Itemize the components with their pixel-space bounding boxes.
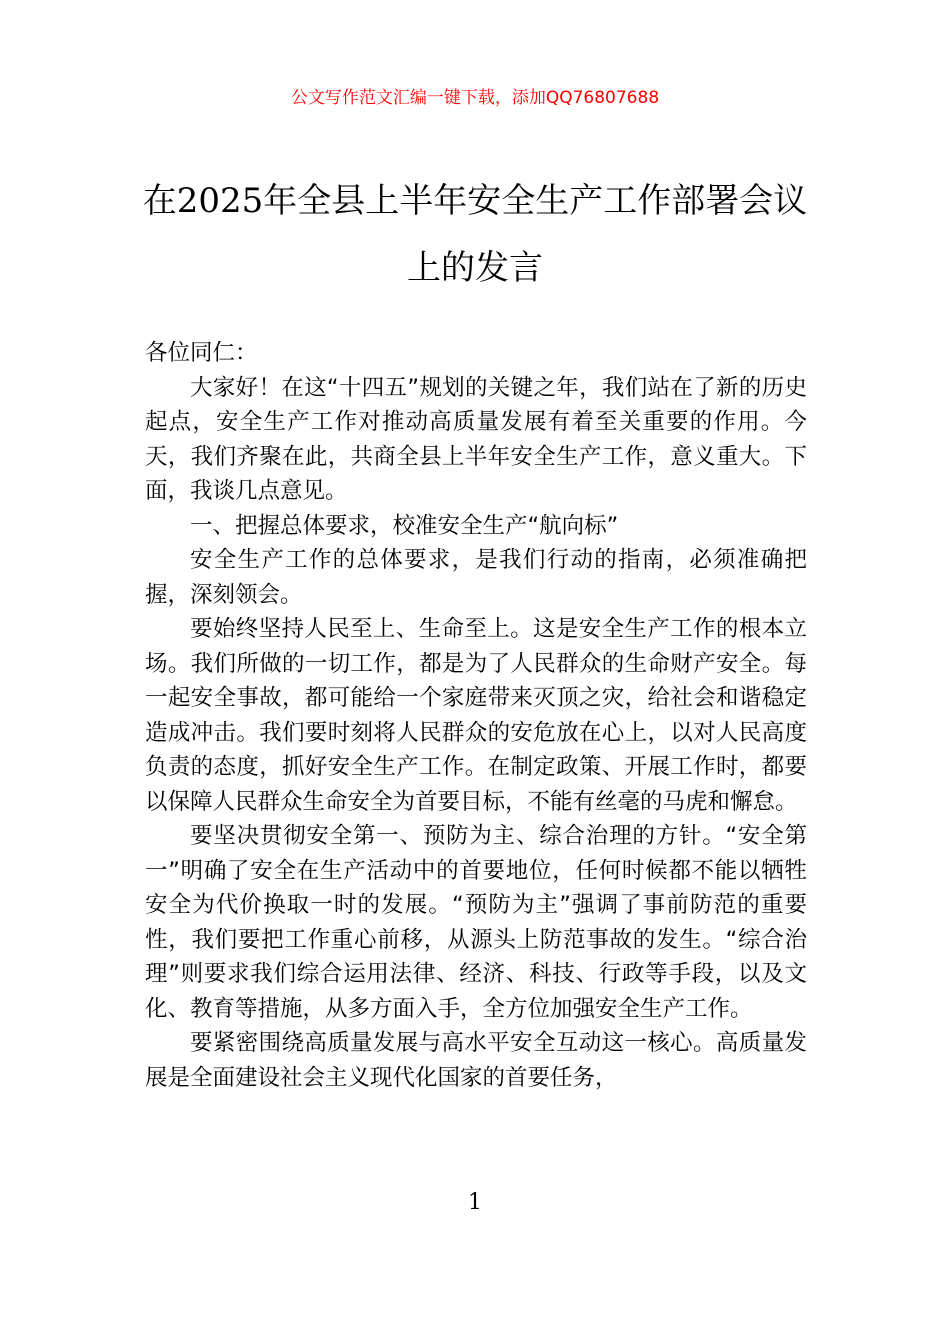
paragraph: 要坚决贯彻安全第一、预防为主、综合治理的方针。“安全第一”明确了安全在生产活动中的首要地位，任何时候都不能以牺牲安全为代价换取一时的发展。“预防为主”强调了事前防范的重要性，我们要把工作重心前移，从源头上防范事故的发生。“综合治理”则要求我们综合运用法律、经济、科技、行政等手段，以及文化、教育等措施，从多方面入手，全方位加强安全生产工作。 [145, 823, 807, 1022]
page-number: 1 [468, 1190, 482, 1215]
document-body [145, 336, 807, 1095]
salutation: 各位同仁： [145, 340, 258, 366]
paragraph: 要始终坚持人民至上、生命至上。这是安全生产工作的根本立场。我们所做的一切工作，都是为了人民群众的生命财产安全。每一起安全事故，都可能给一个家庭带来灭顶之灾，给社会和谐稳定造成冲击。我们要时刻将人民群众的安危放在心上，以对人民高度负责的态度，抓好安全生产工作。在制定政策、开展工作时，都要以保障人民群众生命安全为首要目标，不能有丝毫的马虎和懈怠。 [145, 616, 807, 815]
section-heading: 一、把握总体要求，校准安全生产“航向标” [190, 512, 619, 539]
paragraph: 大家好！在这“十四五”规划的关键之年，我们站在了新的历史起点，安全生产工作对推动高质量发展有着至关重要的作用。今天，我们齐聚在此，共商全县上半年安全生产工作，意义重大。下面，我谈几点意见。 [145, 374, 807, 504]
document-title: 在2025年全县上半年安全生产工作部署会议上的发言 [142, 181, 808, 288]
header-note: 公文写作范文汇编一键下载，添加QQ76807688 [290, 88, 660, 108]
paragraph: 要紧密围绕高质量发展与高水平安全互动这一核心。高质量发展是全面建设社会主义现代化国家的首要任务， [145, 1030, 807, 1091]
paragraph: 安全生产工作的总体要求，是我们行动的指南，必须准确把握，深刻领会。 [145, 547, 807, 608]
